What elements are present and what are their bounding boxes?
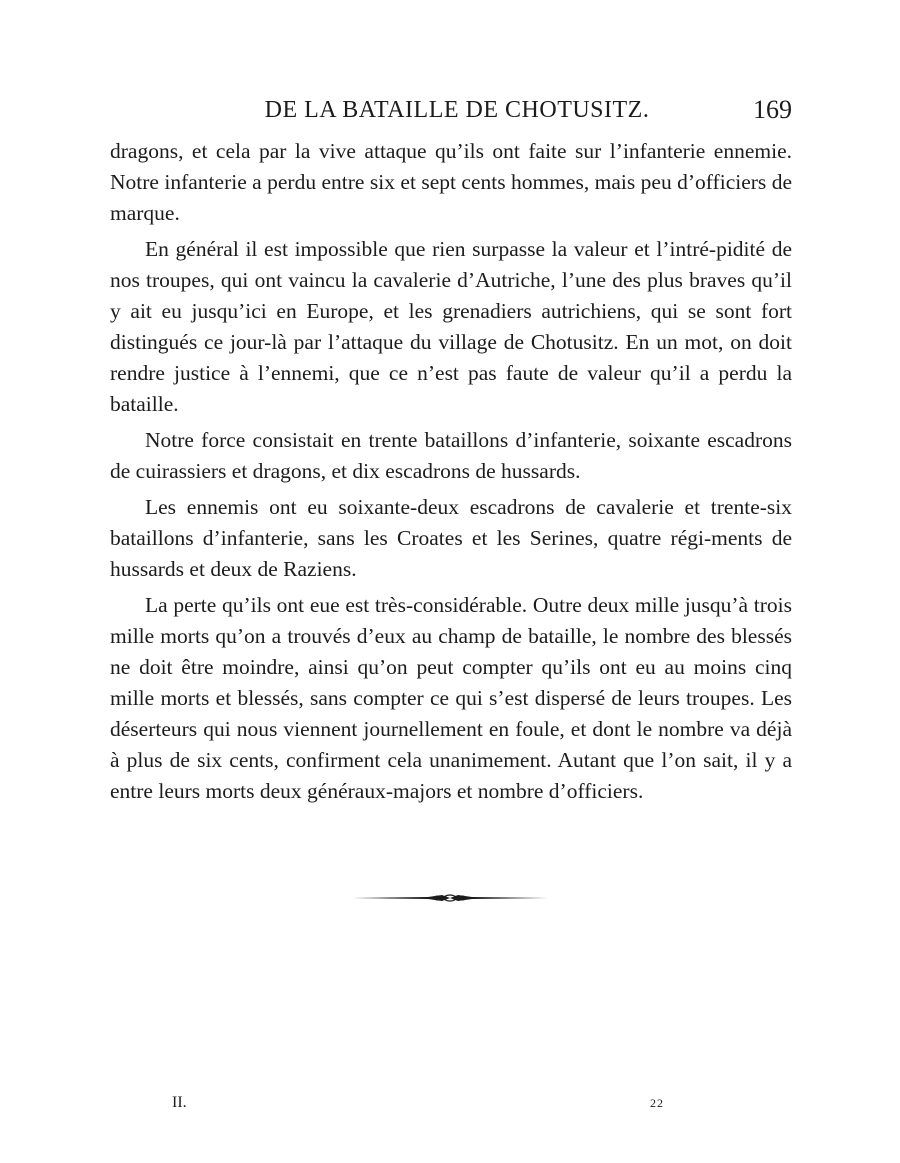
page-number: 169 (753, 95, 792, 124)
tailpiece-ornament-icon (350, 890, 550, 906)
paragraph: Notre force consistait en trente bataillons d’infanterie, soixante escadrons de cuirassiers et dragons, et dix escadrons de hussards. (110, 428, 792, 483)
running-title: DE LA BATAILLE DE CHOTUSITZ. (264, 97, 650, 123)
paragraph-continuation: dragons, et cela par la vive attaque qu’ils ont faite sur l’infanterie ennemie. Notre infanterie a perdu entre six et sept cents hommes, mais peu d’officiers de marque. (110, 139, 792, 225)
sheet-number: 22 (650, 1096, 664, 1110)
paragraph: Les ennemis ont eu soixante-deux escadrons de cavalerie et trente-six bataillons d’infanterie, sans les Croates et les Serines, quatre régi-ments de hussards et deux de Raziens. (110, 495, 792, 581)
body-text (110, 136, 792, 812)
paragraph: La perte qu’ils ont eue est très-considérable. Outre deux mille jusqu’à trois mille morts qu’on a trouvés d’eux au champ de bataille, le nombre des blessés ne doit être moindre, ainsi qu’on peut compter qu’ils ont eu au moins cinq mille morts et blessés, sans compter ce qui s’est dispersé de leurs troupes. Les déserteurs qui nous viennent journellement en foule, et dont le nombre va déjà à plus de six cents, confirment cela unanimement. Autant que l’on sait, il y a entre leurs morts deux généraux-majors et nombre d’officiers. (110, 593, 792, 803)
volume-signature: II. (172, 1094, 187, 1111)
running-head (110, 92, 792, 128)
paragraph: En général il est impossible que rien surpasse la valeur et l’intré-pidité de nos troupes, qui ont vaincu la cavalerie d’Autriche, l’une des plus braves qu’il y ait eu jusqu’ici en Europe, et les grenadiers autrichiens, qui se sont fort distingués ce jour-là par l’attaque du village de Chotusitz. En un mot, on doit rendre justice à l’ennemi, que ce n’est pas faute de valeur qu’il a perdu la bataille. (110, 237, 792, 416)
